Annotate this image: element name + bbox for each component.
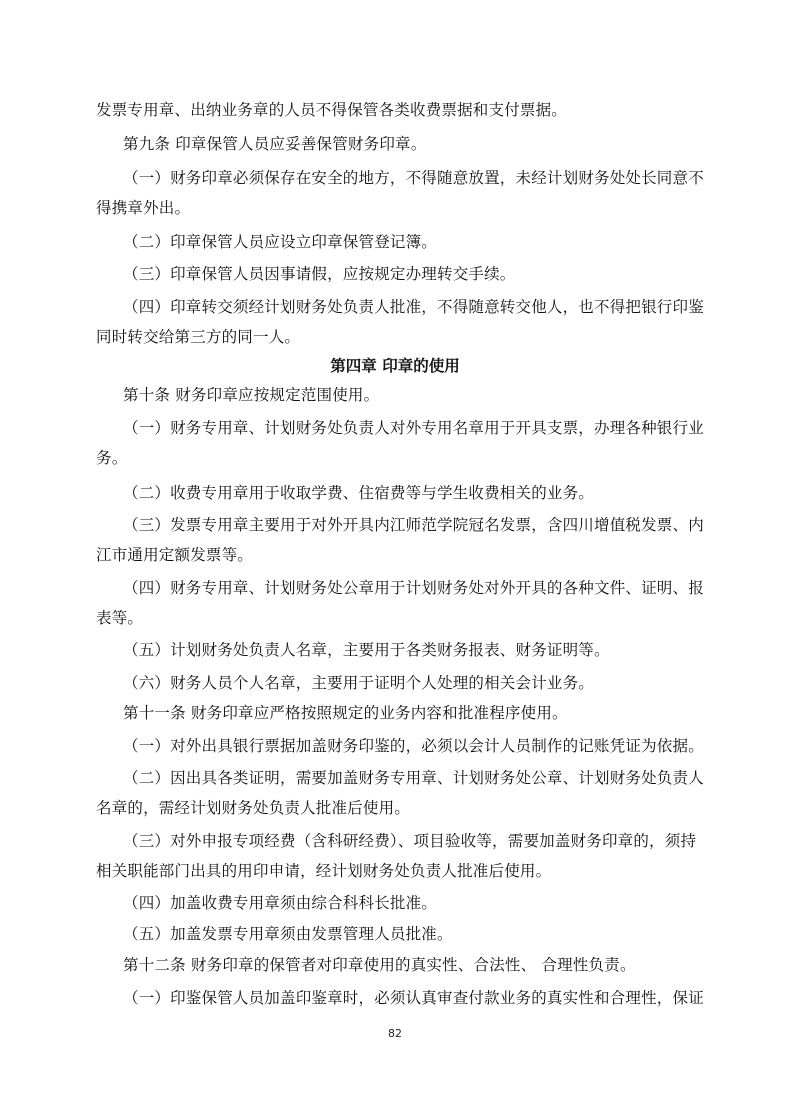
paragraph-line: （五）加盖发票专用章须由发票管理人员批准。 bbox=[123, 925, 453, 943]
paragraph-line: （四）印章转交须经计划财务处负责人批准，不得随意转交他人，也不得把银行印鉴 bbox=[123, 298, 704, 316]
page-number: 82 bbox=[388, 1027, 402, 1040]
paragraph-line: （三）对外申报专项经费（含科研经费）、项目验收等，需要加盖财务印章的，须持 bbox=[123, 832, 697, 850]
article-9-title: 第九条 印章保管人员应妥善保管财务印章。 bbox=[123, 135, 427, 153]
article-11-title: 第十一条 财务印章应严格按照规定的业务内容和批准程序使用。 bbox=[123, 704, 568, 722]
paragraph-line: （四）加盖收费专用章须由综合科科长批准。 bbox=[123, 894, 438, 912]
paragraph-line: （一）财务专用章、计划财务处负责人对外专用名章用于开具支票，办理各种银行业 bbox=[123, 419, 704, 437]
paragraph-line: 表等。 bbox=[96, 609, 144, 627]
paragraph-line: （一）印鉴保管人员加盖印鉴章时，必须认真审查付款业务的真实性和合理性，保证 bbox=[123, 989, 704, 1007]
paragraph-line: （三）印章保管人员因事请假，应按规定办理转交手续。 bbox=[123, 265, 516, 283]
paragraph-line: （一）财务印章必须保存在安全的地方，不得随意放置，未经计划财务处处长同意不 bbox=[123, 169, 704, 187]
paragraph-line: 同时转交给第三方的同一人。 bbox=[96, 328, 301, 346]
paragraph-line: （五）计划财务处负责人名章，主要用于各类财务报表、财务证明等。 bbox=[123, 641, 610, 659]
paragraph-line: 得携章外出。 bbox=[96, 199, 191, 217]
paragraph-line: （一）对外出具银行票据加盖财务印鉴的，必须以会计人员制作的记账凭证为依据。 bbox=[123, 737, 704, 755]
article-10-title: 第十条 财务印章应按规定范围使用。 bbox=[123, 386, 380, 404]
paragraph-line: （六）财务人员个人名章，主要用于证明个人处理的相关会计业务。 bbox=[123, 674, 595, 692]
paragraph-line: 名章的，需经计划财务处负责人批准后使用。 bbox=[96, 799, 411, 817]
paragraph-line: （二）因出具各类证明，需要加盖财务专用章、计划财务处公章、计划财务处负责人 bbox=[123, 769, 704, 787]
paragraph-line: 务。 bbox=[96, 449, 128, 467]
paragraph-line: （二）收费专用章用于收取学费、住宿费等与学生收费相关的业务。 bbox=[123, 484, 595, 502]
article-12-title: 第十二条 财务印章的保管者对印章使用的真实性、合法性、 合理性负责。 bbox=[123, 956, 636, 974]
paragraph-line: 江市通用定额发票等。 bbox=[96, 546, 254, 564]
paragraph-line: （四）财务专用章、计划财务处公章用于计划财务处对外开具的各种文件、证明、报 bbox=[123, 579, 704, 597]
paragraph-line: 发票专用章、出纳业务章的人员不得保管各类收费票据和支付票据。 bbox=[96, 101, 568, 119]
paragraph-line: （二）印章保管人员应设立印章保管登记簿。 bbox=[123, 233, 438, 251]
chapter-heading: 第四章 印章的使用 bbox=[330, 357, 460, 375]
paragraph-line: （三）发票专用章主要用于对外开具内江师范学院冠名发票，含四川增值税发票、内 bbox=[123, 516, 704, 534]
paragraph-line: 相关职能部门出具的用印申请，经计划财务处负责人批准后使用。 bbox=[96, 862, 552, 880]
